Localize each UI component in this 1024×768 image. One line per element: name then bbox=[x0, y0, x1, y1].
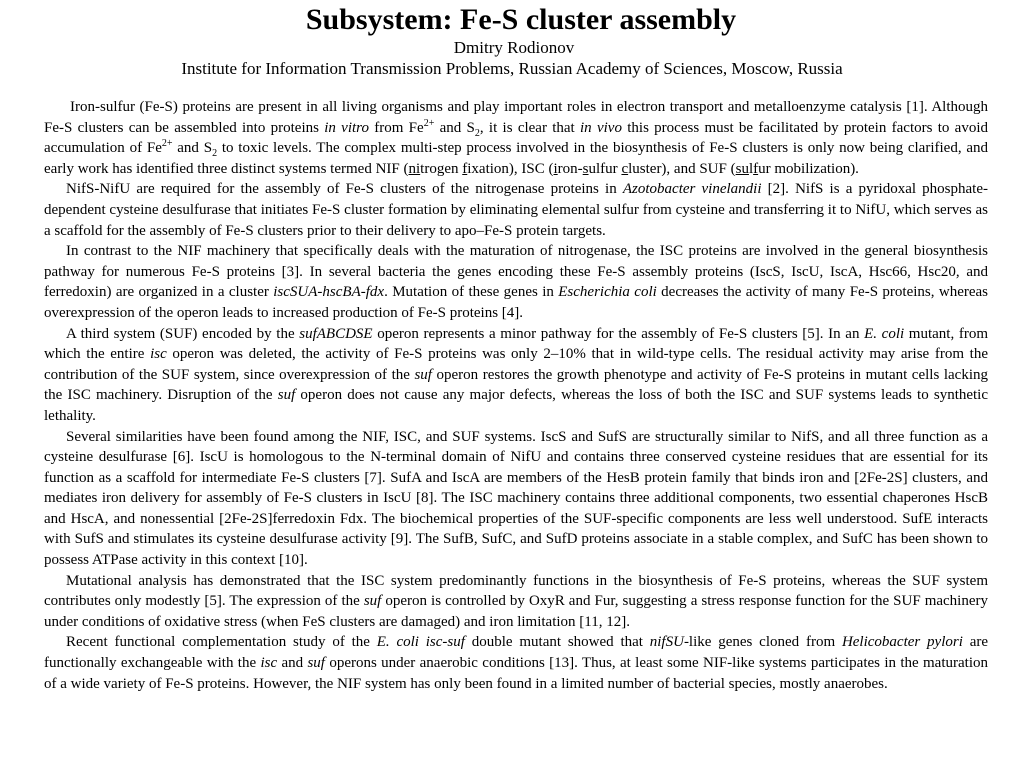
text-run: , it is clear that bbox=[479, 119, 581, 136]
paragraph bbox=[44, 632, 988, 694]
text-run: Several similarities have been found among the NIF, ISC, and SUF systems. IscS and SufS are structurally similar to NifS, and all three function as a cysteine desulfurase [6]. IscU is homologous to the N-terminal domain of NifU and contains three conserved cysteine residues that are essential for its function as a scaffold for intermediate Fe-S clusters [7]. SufA and IscA are members of the HesB protein family that binds iron and [2Fe-2S] clusters, and mediates iron delivery for assembly of Fe-S clusters in IscU [8]. The ISC machinery contains three additional components, two essential chaperones HscB and HscA, and nonessential [2Fe-2S]ferredoxin Fdx. The biochemical properties of the SUF-specific components are less well understood. SufE interacts with SufS and stimulates its cysteine desulfurase activity [9]. The SufB, SufC, and SufD proteins associate in a stable complex, and SufC has been shown to possess ATPase activity in this context [10]. bbox=[44, 428, 988, 569]
author-name: Dmitry Rodionov bbox=[453, 38, 575, 57]
text-run: to toxic levels. The complex multi-step process involved in the biosynthesis of Fe-S clusters is only now being clarified, and early work has identified three distinct systems termed NIF ( bbox=[44, 140, 989, 177]
text-run: suf bbox=[414, 366, 432, 383]
paper-body bbox=[44, 97, 988, 694]
paragraph bbox=[44, 241, 988, 323]
paragraph bbox=[44, 427, 988, 571]
text-run: operon restores the growth phenotype and activity of Fe-S proteins in mutant cells lacking the ISC machinery. Disruption of the bbox=[44, 366, 988, 404]
text-run: ixation), ISC ( bbox=[467, 160, 554, 177]
text-run: are functionally exchangeable with the bbox=[44, 634, 989, 672]
text-run: isc bbox=[260, 655, 278, 672]
text-run: double mutant showed that bbox=[464, 634, 650, 651]
text-run: isc bbox=[150, 346, 167, 363]
text-run: operon is controlled by OxyR and Fur, suggesting a stress response function for the SUF machinery under conditions of oxidative stress (when FeS clusters are damaged) and iron limitation [11, 12]. bbox=[44, 593, 988, 630]
text-run: Azotobacter vinelandii bbox=[622, 181, 762, 198]
text-run: 2 bbox=[212, 148, 218, 160]
text-run: [2]. NifS is a pyridoxal phosphate-dependent cysteine desulfurase that initiates Fe-S cluster formation by eliminating elemental sulfur from cysteine and transferring it to NifU, which serves as a scaffold for the assembly of Fe-S clusters prior to their delivery to apo–Fe-S protein targets. bbox=[44, 181, 988, 239]
text-run: nifSU bbox=[649, 634, 684, 651]
text-run: l bbox=[748, 160, 754, 177]
author-affiliation: Institute for Information Transmission Problems, Russian Academy of Sciences, Moscow, Russia bbox=[181, 59, 843, 78]
text-run: Escherichia coli bbox=[558, 284, 657, 301]
text-run: Iron-sulfur (Fe-S) proteins are present in all living organisms and play important roles in electron transport and metalloenzyme catalysis [1]. Although Fe-S clusters can be assembled into proteins bbox=[44, 99, 988, 136]
paragraph bbox=[44, 324, 988, 427]
text-run: in vitro bbox=[324, 119, 369, 136]
text-run: in vivo bbox=[580, 119, 622, 136]
paragraph bbox=[44, 97, 988, 179]
text-run: suf bbox=[277, 387, 296, 404]
text-run: ron- bbox=[557, 160, 583, 177]
text-run: s bbox=[582, 160, 589, 177]
text-run: f bbox=[462, 160, 468, 177]
text-run: E. coli isc-suf bbox=[376, 634, 465, 651]
paragraph bbox=[44, 571, 988, 633]
text-run: suf bbox=[363, 593, 382, 610]
text-run: A third system (SUF) encoded by the bbox=[66, 325, 300, 342]
text-run: luster), and SUF ( bbox=[628, 160, 736, 177]
text-run: i bbox=[553, 160, 558, 177]
text-run: ulfur bbox=[588, 160, 622, 177]
text-run: . Mutation of these genes in bbox=[384, 284, 559, 301]
text-run: iscSUA-hscBA-fdx bbox=[273, 284, 385, 301]
text-run: operons under anaerobic conditions [13]. Thus, at least some NIF-like systems participates in the maturation of a wide variety of Fe-S proteins. However, the NIF system has only been found in a limited number of bacterial species, mostly anaerobes. bbox=[44, 655, 988, 692]
text-run: operon was deleted, the activity of Fe-S proteins was only 2–10% that in wild-type cells. The residual activity may arise from the contribution of the SUF system, since overexpression of the bbox=[44, 346, 988, 383]
text-run: from Fe bbox=[368, 119, 424, 136]
text-run: suf bbox=[307, 655, 325, 672]
text-run: Recent functional complementation study of the bbox=[66, 634, 377, 651]
text-run: 2 bbox=[474, 127, 480, 139]
text-run: c bbox=[621, 160, 629, 177]
text-run: sufABCDSE bbox=[299, 325, 373, 342]
paragraph bbox=[44, 179, 988, 241]
text-run: operon does not cause any major defects, whereas the loss of both the ISC and SUF systems leads to synthetic lethality. bbox=[44, 387, 989, 424]
text-run: and S bbox=[172, 140, 213, 157]
text-run: Helicobacter pylori bbox=[841, 634, 963, 651]
text-run: and bbox=[277, 655, 308, 672]
text-run: f bbox=[753, 160, 759, 177]
text-run: trogen bbox=[420, 160, 463, 177]
text-run: 2+ bbox=[161, 138, 173, 150]
text-run: In contrast to the NIF machinery that specifically deals with the maturation of nitrogenase, the ISC proteins are involved in the general biosynthesis pathway for numerous Fe-S proteins [3]. In several bacteria the genes encoding these Fe-S assembly proteins (IscS, IscU, IscA, Hsc66, Hsc20, and ferredoxin) are organized in a cluster bbox=[44, 243, 988, 301]
text-run: E. coli bbox=[864, 325, 905, 342]
text-run: 2+ bbox=[423, 117, 435, 129]
text-run: NifS-NifU are required for the assembly of Fe-S clusters of the nitrogenase proteins in bbox=[66, 181, 623, 198]
text-run: and S bbox=[434, 119, 475, 136]
text-run: mutant, from which the entire bbox=[44, 325, 988, 363]
paper-header bbox=[0, 0, 1024, 79]
text-run: -like genes cloned from bbox=[683, 634, 842, 651]
text-run: ur mobilization). bbox=[758, 160, 859, 177]
paper-title: Subsystem: Fe-S cluster assembly bbox=[305, 3, 737, 36]
text-run: ni bbox=[408, 160, 421, 177]
text-run: decreases the activity of many Fe-S proteins, whereas overexpression of the operon leads to increased production of Fe-S proteins [4]. bbox=[44, 284, 989, 321]
text-run: Mutational analysis has demonstrated that the ISC system predominantly functions in the biosynthesis of Fe-S proteins, whereas the SUF system contributes only modestly [5]. The expression of the bbox=[44, 572, 988, 610]
text-run: this process must be facilitated by protein factors to avoid accumulation of Fe bbox=[44, 119, 988, 157]
text-run: operon represents a minor pathway for the assembly of Fe-S clusters [5]. In an bbox=[372, 325, 865, 342]
text-run: su bbox=[735, 160, 749, 177]
